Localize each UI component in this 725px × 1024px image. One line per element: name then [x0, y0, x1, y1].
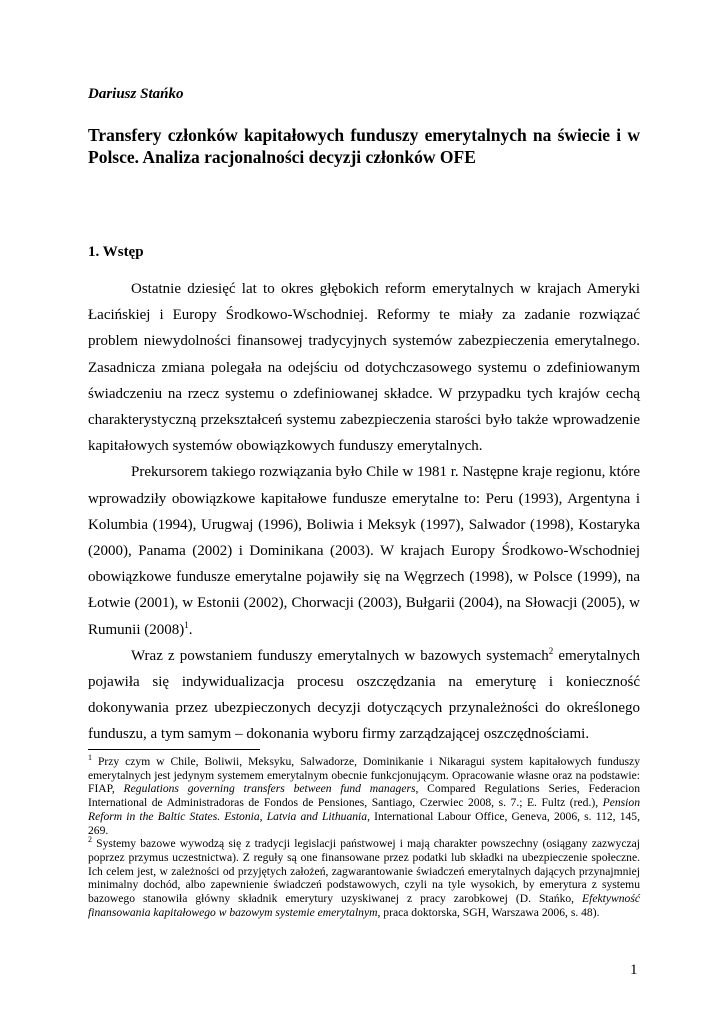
section-heading: 1. Wstęp — [88, 244, 144, 260]
paragraph-3-text-start: Wraz z powstaniem funduszy emerytalnych w bazowych systemach — [131, 647, 549, 664]
page-number: 1 — [630, 962, 638, 978]
footnote-1 — [88, 755, 640, 837]
footnote-1-italic-b: Pension Reform in the Baltic States. Estonia, Latvia and Lithuania — [88, 796, 640, 823]
paragraph-1 — [88, 276, 640, 459]
footnote-2 — [88, 837, 640, 919]
paragraph-3-text-rest: emerytalnych pojawiła się indywidualizacja procesu oszczędzania na emeryturę i konieczność dokonywania przez ubezpieczonych decyzji dotyczących przynależności do określonego funduszu, a tym samym – dokonania wyboru firmy zarządzającej oszczędnościami. — [88, 647, 640, 743]
paper-title: Transfery członków kapitałowych funduszy emerytalnych na świecie i w Polsce. Analiza racjonalności decyzji członków OFE — [88, 125, 640, 167]
footnote-1-italic-a: Regulations governing transfers between fund managers — [123, 782, 416, 796]
footnote-ref-1[interactable]: 1 — [184, 619, 189, 630]
author-name: Dariusz Stańko — [88, 86, 184, 102]
footnote-2-mark: 2 — [88, 835, 92, 845]
footnote-1-text-a: Przy czym w Chile, Boliwii, Meksyku, Salwadorze, Dominikanie i Nikaragui system kapitałowych funduszy emerytalnych jest jedynym systemem emerytalnym obecnie funkcjonującym. Opracowanie własne oraz na podstawie: FIAP, — [88, 755, 640, 796]
footnote-2-italic-a: Efektywność finansowania kapitałowego w bazowym systemie emerytalnym — [88, 892, 640, 919]
paragraph-1-text: Ostatnie dziesięć lat to okres głębokich reform emerytalnych w krajach Ameryki Łacińskiej i Europy Środkowo-Wschodniej. Reformy te miały za zadanie rozwiązać problem niewydolności finansowej tradycyjnych systemów zabezpieczenia emerytalnego. Zasadnicza zmiana polegała na odejściu od dotychczasowego systemu o zdefiniowanym świadczeniu na rzecz systemu o zdefiniowanej składce. W przypadku tych krajów cechą charakterystyczną przekształceń systemu zabezpieczenia starości było także wprowadzenie kapitałowych systemów obowiązkowych funduszy emerytalnych. — [88, 281, 640, 455]
paragraph-2-text: Prekursorem takiego rozwiązania było Chile w 1981 r. Następne kraje regionu, które wprowadziły obowiązkowe kapitałowe fundusze emerytalne to: Peru (1993), Argentyna i Kolumbia (1994), Urugwaj (1996), Boliwia i Meksyk (1997), Salwador (1998), Kostaryka (2000), Panama (2002) i Dominikana (2003). W krajach Europy Środkowo-Wschodniej obowiązkowe fundusze emerytalne pojawiły się na Węgrzech (1998), w Polsce (1999), na Łotwie (2001), w Estonii (2002), Chorwacji (2003), Bułgarii (2004), na Słowacji (2005), w Rumunii (2008) — [88, 464, 640, 638]
footnote-1-mark: 1 — [88, 753, 92, 763]
paragraph-2 — [88, 459, 640, 642]
footnote-2-text-a: Systemy bazowe wywodzą się z tradycji legislacji państwowej i mają charakter powszechny (osiągany zazwyczaj poprzez przymus uczestnictwa). Z reguły są one finansowane przez podatki lub składki na ubezpieczenie społeczne. Ich celem jest, w zależności od przyjętych założeń, zagwarantowanie świadczeń emerytalnych dających przynajmniej minimalny dochód, albo zapewnienie świadczeń podstawowych, czyli na tyle wysokich, by emerytura z systemu bazowego stanowiła główny składnik emerytury uzyskiwanej z pracy zarobkowej (D. Stańko, — [88, 837, 640, 906]
footnote-1-text-b: , Compared Regulations Series, Federacion International de Administradoras de Fondos de Pensiones, Santiago, Czerwiec 2008, s. 7.; E. Fultz (red.), — [88, 782, 640, 810]
footnote-2-text-b: , praca doktorska, SGH, Warszawa 2006, s. 48). — [377, 905, 600, 919]
footnote-divider — [88, 749, 260, 750]
footnotes — [88, 755, 640, 919]
footnote-1-text-c: , International Labour Office, Geneva, 2006, s. 112, 145, 269. — [88, 809, 640, 837]
footnote-ref-2[interactable]: 2 — [548, 645, 554, 656]
body-text — [88, 276, 640, 748]
paragraph-2-end: . — [188, 621, 193, 638]
paragraph-3 — [88, 643, 640, 748]
